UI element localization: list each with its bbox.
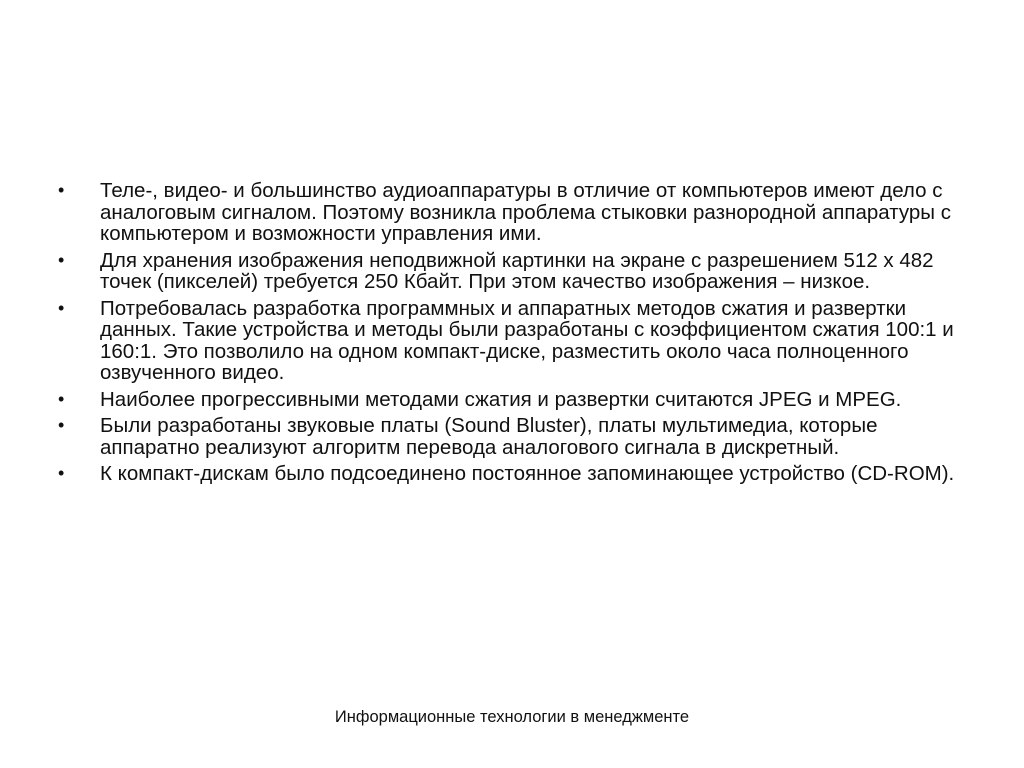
slide-footer: Информационные технологии в менеджменте	[334, 708, 690, 726]
bullet-item	[56, 180, 976, 245]
bullet-item	[56, 389, 976, 411]
bullet-icon: •	[58, 415, 65, 435]
bullet-text: Были разработаны звуковые платы (Sound Bluster), платы мультимедиа, которые аппаратно реализуют алгоритм перевода аналогового сигнала в дискретный.	[100, 414, 878, 459]
bullet-text: Теле-, видео- и большинство аудиоаппаратуры в отличие от компьютеров имеют дело с аналоговым сигналом. Поэтому возникла проблема стыковки разнородной аппаратуры с компьютером и возможности управления ими.	[100, 179, 951, 245]
bullet-icon: •	[58, 463, 65, 483]
bullet-text: К компакт-дискам было подсоединено постоянное запоминающее устройство (CD-ROM).	[100, 462, 955, 485]
bullet-text: Потребовалась разработка программных и аппаратных методов сжатия и развертки данных. Такие устройства и методы были разработаны с коэффициентом сжатия 100:1 и 160:1. Это позволило на одном компакт-диске, разместить около часа полноценного озвученного видео.	[100, 296, 954, 384]
bullet-item	[56, 463, 976, 485]
bullet-item	[56, 250, 976, 293]
bullet-icon: •	[58, 297, 65, 318]
bullet-icon: •	[58, 180, 65, 200]
bullet-icon: •	[58, 249, 65, 270]
bullet-icon: •	[58, 388, 65, 409]
bullet-list	[56, 180, 976, 490]
bullet-text: Для хранения изображения неподвижной картинки на экране с разрешением 512 x 482 точек (пикселей) требуется 250 Кбайт. При этом качество изображения – низкое.	[100, 248, 934, 293]
bullet-item	[56, 415, 976, 458]
bullet-item	[56, 298, 976, 384]
bullet-text: Наиболее прогрессивными методами сжатия и развертки считаются JPEG и MPEG.	[100, 387, 902, 411]
